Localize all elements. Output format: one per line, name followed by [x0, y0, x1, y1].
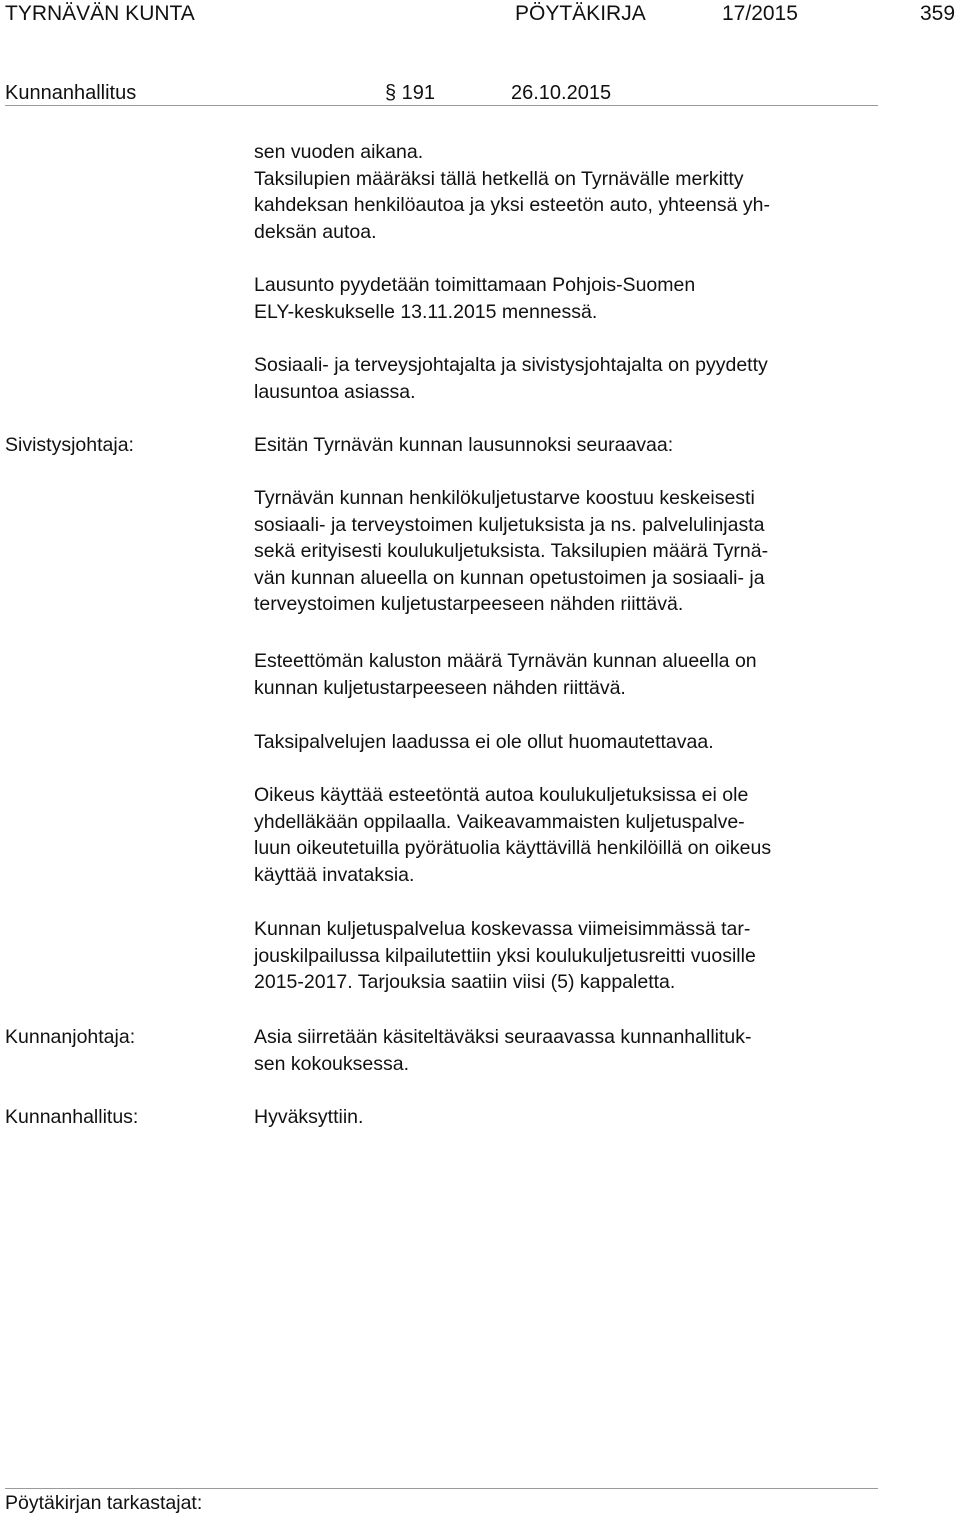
paragraph-line: käyttää invataksia.: [254, 863, 415, 886]
paragraph-line: Sosiaali- ja terveysjohtajalta ja sivistysjohtajalta on pyydetty: [254, 354, 768, 376]
paragraph: [254, 352, 894, 405]
paragraph-line: Lausunto pyydetään toimittamaan Pohjois-Suomen: [254, 274, 696, 296]
paragraph: [254, 1024, 894, 1077]
paragraph: [254, 782, 894, 888]
paragraph-line: Tyrnävän kunnan henkilökuljetustarve koostuu keskeisesti: [254, 487, 755, 509]
paragraph-line: Kunnan kuljetuspalvelua koskevassa viimeisimmässä tar-: [254, 918, 751, 940]
paragraph-line: kahdeksan henkilöautoa ja yksi esteetön auto, yhteensä yh-: [254, 194, 771, 217]
paragraph: [254, 916, 894, 996]
section-role-label: Kunnanjohtaja:: [5, 1026, 136, 1048]
municipality-name: TYRNÄVÄN KUNTA: [5, 2, 195, 25]
paragraph-line: Oikeus käyttää esteetöntä autoa koulukuljetuksissa ei ole: [254, 784, 749, 806]
page-number: 359: [920, 2, 956, 25]
reviewers-label: Pöytäkirjan tarkastajat:: [5, 1492, 203, 1514]
paragraph: [254, 485, 894, 618]
paragraph-line: sekä erityisesti koulukuljetuksista. Taksilupien määrä Tyrnä-: [254, 540, 769, 563]
paragraph-line: Asia siirretään käsiteltäväksi seuraavassa kunnanhallituk-: [254, 1026, 752, 1048]
paragraph: [254, 272, 894, 325]
paragraph: [254, 139, 894, 245]
paragraph: [254, 648, 894, 701]
paragraph-line: sosiaali- ja terveystoimen kuljetuksista ja ns. palvelulinjasta: [254, 513, 765, 536]
paragraph: [254, 1104, 894, 1131]
section-role-label: Kunnanhallitus:: [5, 1106, 139, 1128]
paragraph-line: Hyväksyttiin.: [254, 1106, 364, 1128]
paragraph-line: sen vuoden aikana.: [254, 141, 424, 163]
paragraph-line: Esitän Tyrnävän kunnan lausunnoksi seuraavaa:: [254, 434, 674, 456]
paragraph-line: deksän autoa.: [254, 220, 377, 243]
paragraph-line: jouskilpailussa kilpailutettiin yksi koulukuljetusreitti vuosille: [254, 944, 756, 967]
paragraph-line: yhdelläkään oppilaalla. Vaikeavammaisten kuljetuspalve-: [254, 810, 745, 833]
paragraph-line: Esteettömän kaluston määrä Tyrnävän kunnan alueella on: [254, 650, 757, 672]
paragraph-line: lausuntoa asiassa.: [254, 380, 416, 403]
document-number: 17/2015: [722, 2, 798, 25]
paragraph-line: ELY-keskukselle 13.11.2015 mennessä.: [254, 300, 598, 323]
paragraph-line: vän kunnan alueella on kunnan opetustoimen ja sosiaali- ja: [254, 566, 765, 589]
meeting-body: Kunnanhallitus: [5, 82, 137, 104]
section-role-label: Sivistysjohtaja:: [5, 434, 134, 456]
paragraph-line: sen kokouksessa.: [254, 1052, 410, 1075]
paragraph: [254, 729, 894, 756]
document-type: PÖYTÄKIRJA: [515, 2, 646, 25]
paragraph-line: Taksipalvelujen laadussa ei ole ollut huomautettavaa.: [254, 731, 714, 753]
paragraph: [254, 432, 894, 459]
paragraph-line: kunnan kuljetustarpeeseen nähden riittävä.: [254, 676, 626, 699]
paragraph-line: terveystoimen kuljetustarpeeseen nähden riittävä.: [254, 593, 684, 616]
paragraph-line: luun oikeutetuilla pyörätuolia käyttävillä henkilöillä on oikeus: [254, 837, 772, 860]
header-rule: [5, 105, 878, 106]
paragraph-line: Taksilupien määräksi tällä hetkellä on Tyrnävälle merkitty: [254, 167, 744, 190]
paragraph-line: 2015-2017. Tarjouksia saatiin viisi (5) kappaletta.: [254, 971, 676, 994]
section-number: § 191: [385, 82, 436, 104]
meeting-date: 26.10.2015: [511, 82, 612, 104]
footer-rule: [5, 1488, 878, 1489]
